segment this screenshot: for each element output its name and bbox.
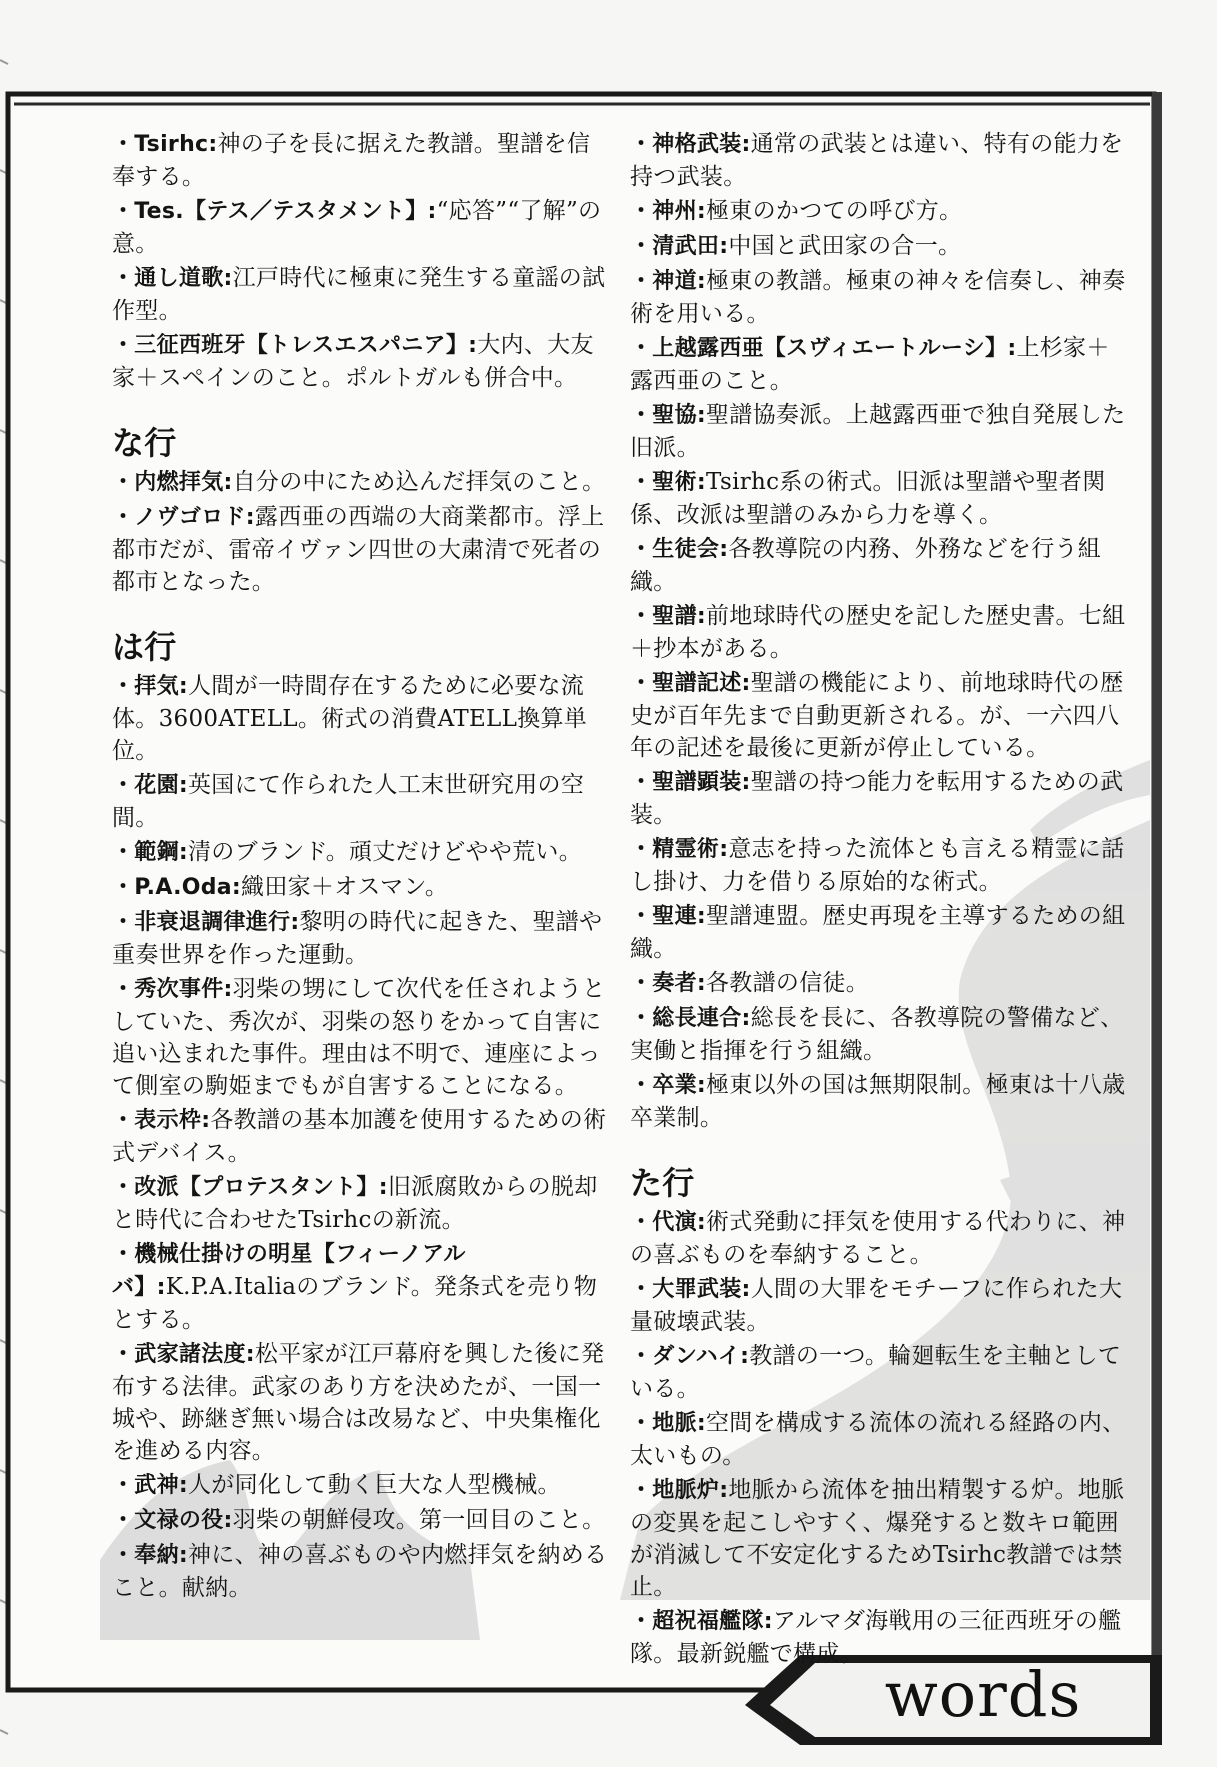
glossary-definition: 各教譜の基本加護を使用するための術式デバイス。 bbox=[112, 1107, 607, 1166]
glossary-entry bbox=[630, 833, 1128, 898]
glossary-entry bbox=[112, 195, 612, 260]
glossary-term: ・表示枠: bbox=[112, 1108, 211, 1133]
glossary-definition: 極東の教譜。極東の神々を信奏し、神奏術を用いる。 bbox=[630, 268, 1126, 327]
glossary-entry bbox=[630, 1474, 1128, 1603]
glossary-entry bbox=[112, 1171, 612, 1236]
glossary-definition: 聖譜協奏派。上越露西亜で独自発展した旧派。 bbox=[630, 402, 1126, 461]
section-heading: は行 bbox=[112, 628, 177, 666]
glossary-definition: 松平家が江戸幕府を興した後に発布する法律。武家のあり方を決めたが、一国一城や、跡継ぎ無い場合は改易など、中央集権化を進める内容。 bbox=[112, 1341, 605, 1464]
glossary-definition: 聖譜の持つ能力を転用するための武装。 bbox=[630, 769, 1124, 828]
glossary-term: ・聖譜: bbox=[630, 604, 706, 629]
glossary-entry bbox=[112, 501, 612, 598]
section-heading: な行 bbox=[112, 424, 177, 462]
glossary-entry bbox=[630, 1340, 1128, 1405]
glossary-definition: 人間の大罪をモチーフに作られた大量破壊武装。 bbox=[630, 1276, 1123, 1335]
glossary-term: ・清武田: bbox=[630, 234, 729, 259]
glossary-entry bbox=[112, 262, 612, 327]
glossary-term: ・機械仕掛けの明星【フィーノアルバ】: bbox=[112, 1242, 466, 1300]
glossary-entry bbox=[112, 906, 612, 971]
glossary-definition: 黎明の時代に起きた、聖譜や重奏世界を作った運動。 bbox=[112, 909, 603, 968]
glossary-entry bbox=[630, 967, 1128, 1000]
glossary-term: ・花園: bbox=[112, 773, 188, 798]
glossary-definition: 自分の中にため込んだ拝気のこと。 bbox=[232, 469, 606, 495]
glossary-entry bbox=[630, 332, 1128, 397]
glossary-entry bbox=[112, 1504, 612, 1537]
glossary-term: ・聖譜顕装: bbox=[630, 770, 751, 795]
glossary-definition: “応答”“了解”の意。 bbox=[112, 198, 602, 257]
glossary-term: ・聖術: bbox=[630, 470, 706, 495]
glossary-definition: 大内、大友家＋スペインのこと。ポルトガルも併合中。 bbox=[112, 332, 594, 391]
glossary-term: ・拝気: bbox=[112, 674, 188, 699]
right-column bbox=[630, 128, 1128, 1672]
glossary-term: ・改派【プロテスタント】: bbox=[112, 1175, 388, 1200]
glossary-term: ・武家諸法度: bbox=[112, 1342, 255, 1367]
glossary-definition: 人が同化して動く巨大な人型機械。 bbox=[188, 1472, 561, 1498]
glossary-definition: 江戸時代に極東に発生する童謡の試作型。 bbox=[112, 265, 606, 324]
glossary-term: ・地脈炉: bbox=[630, 1478, 729, 1503]
glossary-term: ・精霊術: bbox=[630, 837, 729, 862]
glossary-term: ・神道: bbox=[630, 269, 706, 294]
glossary-entry bbox=[630, 667, 1128, 764]
glossary-term: ・範鋼: bbox=[112, 840, 188, 865]
words-label: words bbox=[884, 1658, 1082, 1731]
glossary-definition: 教譜の一つ。輪廻転生を主軸としている。 bbox=[630, 1343, 1122, 1402]
glossary-entry bbox=[630, 1069, 1128, 1134]
glossary-definition: 術式発動に拝気を使用する代わりに、神の喜ぶものを奉納すること。 bbox=[630, 1209, 1126, 1268]
glossary-definition: 極東のかつての呼び方。 bbox=[706, 198, 963, 224]
glossary-term: ・文禄の役: bbox=[112, 1508, 233, 1533]
glossary-definition: 羽柴の甥にして次代を任されようとしていた、秀次が、羽柴の怒りをかって自害に追い込まれた事件。理由は不明で、連座によって側室の駒姫までもが自害することになる。 bbox=[112, 976, 606, 1099]
glossary-entry bbox=[630, 230, 1128, 263]
glossary-entry bbox=[630, 533, 1128, 598]
glossary-entry bbox=[112, 871, 612, 904]
glossary-term: ・非衰退調律進行: bbox=[112, 910, 300, 935]
glossary-entry bbox=[630, 1273, 1128, 1338]
glossary-definition: 空間を構成する流体の流れる経路の内、太いもの。 bbox=[630, 1410, 1126, 1469]
glossary-term: ・卒業: bbox=[630, 1073, 706, 1098]
glossary-definition: 前地球時代の歴史を記した歴史書。七組＋抄本がある。 bbox=[630, 603, 1126, 662]
glossary-term: ・聖連: bbox=[630, 904, 706, 929]
glossary-entry bbox=[630, 128, 1128, 193]
glossary-definition: 中国と武田家の合一。 bbox=[728, 233, 962, 259]
glossary-term: ・地脈: bbox=[630, 1411, 706, 1436]
glossary-term: ・神州: bbox=[630, 199, 706, 224]
glossary-entry bbox=[630, 399, 1128, 464]
glossary-definition: 羽柴の朝鮮侵攻。第一回目のこと。 bbox=[232, 1507, 606, 1533]
glossary-entry bbox=[630, 1206, 1128, 1271]
glossary-definition: 総長を長に、各教導院の警備など、実働と指揮を行う組織。 bbox=[630, 1005, 1124, 1064]
glossary-definition: 地脈から流体を抽出精製する炉。地脈の変異を起こしやすく、爆発すると数キロ範囲が消滅して不安定化するためTsirhc教譜では禁止。 bbox=[630, 1477, 1125, 1600]
glossary-definition: アルマダ海戦用の三征西班牙の艦隊。最新鋭艦で構成。 bbox=[630, 1608, 1122, 1667]
glossary-entry bbox=[112, 670, 612, 767]
glossary-entry bbox=[112, 1469, 612, 1502]
glossary-term: ・総長連合: bbox=[630, 1006, 751, 1031]
glossary-term: ・超祝福艦隊: bbox=[630, 1609, 773, 1634]
glossary-definition: 清のブランド。頑丈だけどやや荒い。 bbox=[188, 839, 583, 865]
glossary-definition: 神に、神の喜ぶものや内燃拝気を納めること。献納。 bbox=[112, 1542, 608, 1601]
glossary-entry bbox=[112, 1539, 612, 1604]
glossary-definition: 聖譜の機能により、前地球時代の歴史が百年先まで自動更新される。が、一六四八年の記述を最後に更新が停止している。 bbox=[630, 670, 1124, 761]
section-heading: た行 bbox=[630, 1164, 695, 1202]
glossary-term: ・三征西班牙【トレスエスパニア】: bbox=[112, 333, 478, 358]
glossary-entry bbox=[112, 836, 612, 869]
glossary-entry bbox=[630, 1407, 1128, 1472]
glossary-term: ・通し道歌: bbox=[112, 266, 233, 291]
glossary-definition: 意志を持った流体とも言える精霊に話し掛け、力を借りる原始的な術式。 bbox=[630, 836, 1125, 895]
glossary-term: ・奉納: bbox=[112, 1543, 188, 1568]
glossary-entry bbox=[630, 265, 1128, 330]
glossary-entry bbox=[112, 769, 612, 834]
glossary-entry bbox=[112, 466, 612, 499]
glossary-entry bbox=[630, 195, 1128, 228]
glossary-term: ・聖譜記述: bbox=[630, 671, 751, 696]
glossary-entry bbox=[630, 900, 1128, 965]
glossary-term: ・神格武装: bbox=[630, 132, 751, 157]
glossary-definition: 織田家＋オスマン。 bbox=[241, 874, 449, 900]
glossary-entry bbox=[112, 1238, 612, 1336]
glossary-term: ・内燃拝気: bbox=[112, 470, 233, 495]
glossary-definition: 各教譜の信徒。 bbox=[706, 970, 870, 996]
glossary-definition: 神の子を長に据えた教譜。聖譜を信奉する。 bbox=[112, 131, 591, 190]
glossary-term: ・大罪武装: bbox=[630, 1277, 751, 1302]
glossary-definition: 各教導院の内務、外務などを行う組織。 bbox=[630, 536, 1102, 595]
glossary-definition: 極東以外の国は無期限制。極東は十八歳卒業制。 bbox=[630, 1072, 1126, 1131]
glossary-term: ・Tsirhc: bbox=[112, 132, 218, 157]
glossary-term: ・上越露西亜【スヴィエートルーシ】: bbox=[630, 336, 1017, 361]
glossary-entry bbox=[112, 973, 612, 1102]
glossary-definition: Tsirhc系の術式。旧派は聖譜や聖者関係、改派は聖譜のみから力を導く。 bbox=[630, 469, 1106, 528]
glossary-term: ・ノヴゴロド: bbox=[112, 505, 255, 530]
glossary-definition: 上杉家＋露西亜のこと。 bbox=[630, 335, 1110, 394]
glossary-definition: K.P.A.Italiaのブランド。発条式を売り物とする。 bbox=[112, 1274, 598, 1333]
glossary-definition: 露西亜の西端の大商業都市。浮上都市だが、雷帝イヴァン四世の大粛清で死者の都市となった。 bbox=[112, 504, 605, 595]
glossary-term: ・武神: bbox=[112, 1473, 188, 1498]
glossary-definition: 人間が一時間存在するために必要な流体。3600ATELL。術式の消費ATELL換算単位。 bbox=[112, 673, 588, 764]
glossary-term: ・奏者: bbox=[630, 971, 706, 996]
glossary-entry bbox=[112, 329, 612, 394]
glossary-term: ・ダンハイ: bbox=[630, 1344, 750, 1369]
glossary-term: ・Tes.【テス／テスタメント】: bbox=[112, 199, 437, 224]
left-column bbox=[112, 128, 612, 1606]
glossary-entry bbox=[630, 1002, 1128, 1067]
glossary-entry bbox=[630, 466, 1128, 531]
glossary-term: ・聖協: bbox=[630, 403, 706, 428]
glossary-term: ・P.A.Oda: bbox=[112, 875, 242, 900]
glossary-entry bbox=[112, 1338, 612, 1467]
glossary-definition: 旧派腐敗からの脱却と時代に合わせたTsirhcの新流。 bbox=[112, 1174, 598, 1233]
glossary-entry bbox=[112, 128, 612, 193]
glossary-entry bbox=[630, 766, 1128, 831]
glossary-term: ・生徒会: bbox=[630, 537, 729, 562]
glossary-definition: 英国にて作られた人工末世研究用の空間。 bbox=[112, 772, 585, 831]
glossary-entry bbox=[112, 1104, 612, 1169]
glossary-term: ・秀次事件: bbox=[112, 977, 233, 1002]
glossary-definition: 通常の武装とは違い、特有の能力を持つ武装。 bbox=[630, 131, 1124, 190]
glossary-term: ・代演: bbox=[630, 1210, 706, 1235]
glossary-definition: 聖譜連盟。歴史再現を主導するための組織。 bbox=[630, 903, 1126, 962]
glossary-entry bbox=[630, 600, 1128, 665]
